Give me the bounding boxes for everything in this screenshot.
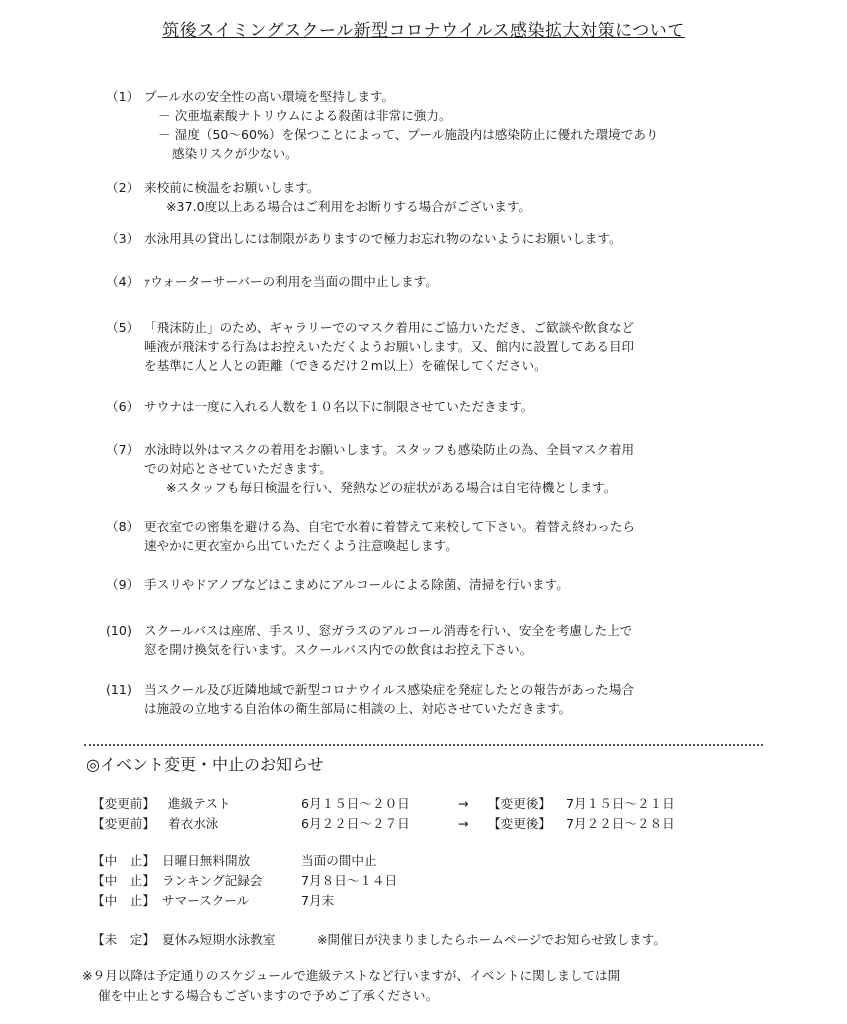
event-name: ランキング記録会	[162, 873, 263, 888]
footer-line: 催を中止とする場合もございますので予めご了承ください。	[98, 988, 439, 1003]
event-date-after: 7月２２日～２８日	[566, 816, 675, 831]
footer-line: ※９月以降は予定通りのスケジュールで進級テストなど行いますが、イベントに関しましては開	[82, 968, 621, 983]
item-number: (10)	[106, 623, 132, 638]
event-tag: 【中 止】	[92, 853, 155, 868]
event-when: 7月８日～１４日	[301, 873, 398, 888]
item-text: 唾液が飛沫する行為はお控えいただくようお願いします。又、館内に設置してある目印	[144, 339, 635, 354]
item-text: を基準に人と人との距離（できるだけ２m以上）を確保してください。	[144, 358, 547, 373]
item-text: 手スリやドアノブなどはこまめにアルコールによる除菌、清掃を行います。	[144, 577, 569, 592]
document-title: 筑後スイミングスクール新型コロナウイルス感染拡大対策について	[162, 21, 685, 41]
item-text: は施設の立地する自治体の衛生部局に相談の上、対応させていただきます。	[144, 701, 572, 716]
event-name: 夏休み短期水泳教室	[162, 932, 276, 947]
event-name: 進級テスト	[168, 796, 231, 811]
event-when: 当面の間中止	[301, 853, 377, 868]
event-date-before: 6月２２日～２７日	[301, 816, 410, 831]
item-number: （9）	[106, 577, 140, 592]
item-text: 更衣室での密集を避ける為、自宅で水着に着替えて来校して下さい。着替え終わったら	[144, 519, 636, 534]
measure-item-3	[106, 229, 766, 248]
event-name: 日曜日無料開放	[162, 853, 251, 868]
item-number: （6）	[106, 399, 140, 414]
item-number: （7）	[106, 442, 140, 457]
item-subpoint-continued: 感染リスクが少ない。	[172, 146, 298, 161]
item-number: （5）	[106, 320, 140, 335]
item-text: 窓を開け換気を行います。スクールバス内での飲食はお控え下さい。	[144, 642, 533, 657]
measure-item-8	[106, 517, 766, 555]
arrow-icon: →	[458, 816, 469, 831]
item-note: ※37.0度以上ある場合はご利用をお断りする場合がございます。	[166, 199, 532, 214]
item-text: 来校前に検温をお願いします。	[144, 180, 320, 195]
item-text: での対応とさせていただきます。	[144, 461, 332, 476]
item-note: ※スタッフも毎日検温を行い、発熱などの症状がある場合は自宅待機とします。	[166, 480, 617, 495]
event-tag: 【中 止】	[92, 873, 155, 888]
item-text: 水泳用具の貸出しには制限がありますので極力お忘れ物のないようにお願いします。	[144, 231, 622, 246]
measure-item-4	[106, 272, 766, 291]
event-date-before: 6月１５日～２０日	[301, 796, 410, 811]
item-text: ｧウォーターサーバーの利用を当面の間中止します。	[144, 274, 438, 289]
measure-item-1	[106, 87, 766, 163]
event-date-after: 7月１５日～２１日	[566, 796, 675, 811]
event-after-tag: 【変更後】	[488, 796, 551, 811]
event-note: ※開催日が決まりましたらホームページでお知らせ致します。	[317, 932, 666, 947]
item-text: サウナは一度に入れる人数を１０名以下に制限させていただきます。	[144, 399, 534, 414]
event-tag: 【中 止】	[92, 893, 155, 908]
measure-item-11	[106, 680, 766, 718]
item-text: プール水の安全性の高い環境を堅持します。	[144, 89, 395, 104]
item-text: 水泳時以外はマスクの着用をお願いします。スタッフも感染防止の為、全員マスク着用	[144, 442, 635, 457]
section-divider	[84, 744, 763, 746]
event-tag: 【変更前】	[92, 816, 155, 831]
event-after-tag: 【変更後】	[488, 816, 551, 831]
item-subpoint: － 次亜塩素酸ナトリウムによる殺菌は非常に強力。	[158, 108, 452, 123]
measure-item-2	[106, 178, 766, 216]
events-section-title: ◎イベント変更・中止のお知らせ	[86, 755, 324, 774]
item-number: （2）	[106, 180, 140, 195]
item-subpoint: － 湿度（50～60%）を保つことによって、プール施設内は感染防止に優れた環境であり	[158, 127, 659, 142]
footer-note	[82, 966, 762, 1006]
item-text: 当スクール及び近隣地域で新型コロナウイルス感染症を発症したとの報告があった場合	[144, 682, 635, 697]
item-number: (11)	[106, 682, 132, 697]
item-number: （1）	[106, 89, 140, 104]
item-number: （3）	[106, 231, 140, 246]
measure-item-9	[106, 575, 766, 594]
measure-item-5	[106, 318, 766, 375]
event-name: サマースクール	[162, 893, 250, 908]
item-number: （4）	[106, 274, 140, 289]
measure-item-7	[106, 440, 766, 497]
item-number: （8）	[106, 519, 140, 534]
event-name: 着衣水泳	[168, 816, 219, 831]
arrow-icon: →	[458, 796, 469, 811]
item-text: 「飛沫防止」のため、ギャラリーでのマスク着用にご協力いただき、ご歓談や飲食など	[144, 320, 635, 335]
event-tag: 【変更前】	[92, 796, 155, 811]
item-text: スクールバスは座席、手スリ、窓ガラスのアルコール消毒を行い、安全を考慮した上で	[144, 623, 633, 638]
event-tag: 【未 定】	[92, 932, 155, 947]
event-when: 7月末	[301, 893, 335, 908]
measure-item-10	[106, 621, 766, 659]
measure-item-6	[106, 397, 766, 416]
item-text: 速やかに更衣室から出ていただくよう注意喚起します。	[144, 538, 458, 553]
